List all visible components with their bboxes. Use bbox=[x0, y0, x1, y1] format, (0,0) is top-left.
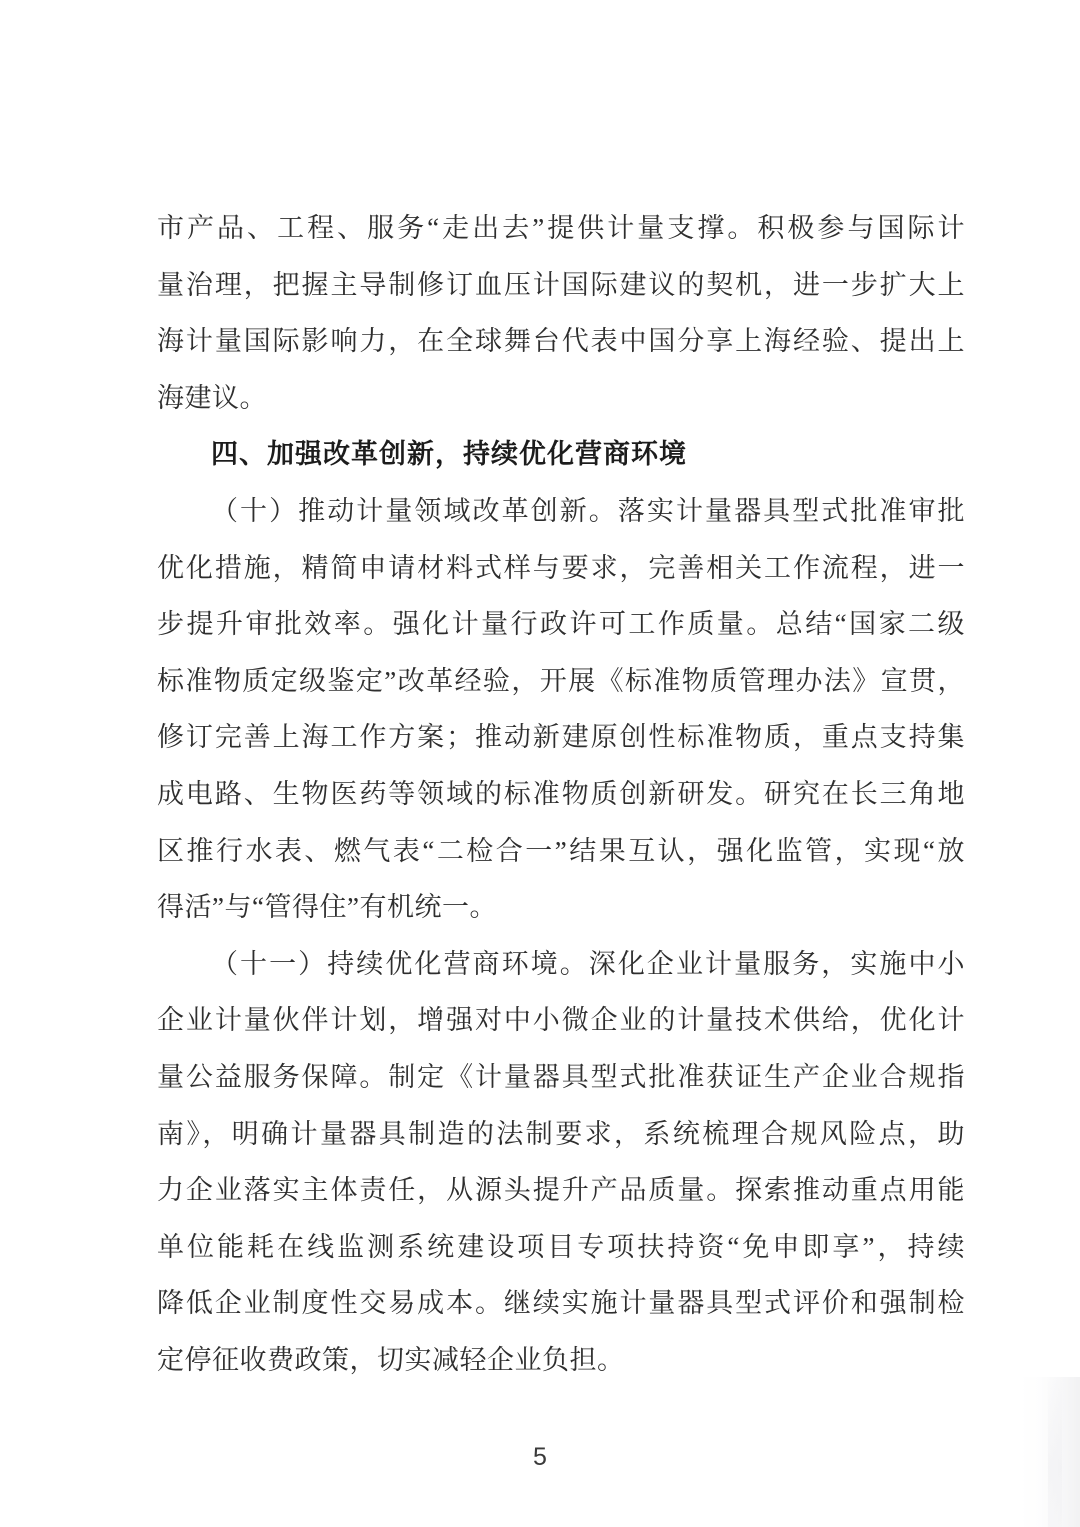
page-number: 5 bbox=[533, 1443, 547, 1471]
text-line: 企业计量伙伴计划，增强对中小微企业的计量技术供给，优化计 bbox=[157, 1005, 965, 1036]
text-line: 步提升审批效率。强化计量行政许可工作质量。总结“国家二级 bbox=[157, 609, 965, 640]
section-heading: 四、加强改革创新，持续优化营商环境 bbox=[211, 439, 687, 470]
text-line: 优化措施，精简申请材料式样与要求，完善相关工作流程，进一 bbox=[157, 552, 965, 583]
text-line: 标准物质定级鉴定”改革经验，开展《标准物质管理办法》宣贯， bbox=[157, 665, 965, 696]
text-line: 修订完善上海工作方案；推动新建原创性标准物质，重点支持集 bbox=[157, 722, 965, 753]
text-line: （十）推动计量领域改革创新。落实计量器具型式批准审批 bbox=[211, 495, 965, 526]
text-line: 量治理，把握主导制修订血压计国际建议的契机，进一步扩大上 bbox=[157, 269, 965, 300]
document-body bbox=[157, 200, 965, 1388]
text-line: 力企业落实主体责任，从源头提升产品质量。探索推动重点用能 bbox=[157, 1175, 965, 1206]
text-line: （十一）持续优化营商环境。深化企业计量服务，实施中小 bbox=[211, 948, 965, 979]
text-line: 海计量国际影响力，在全球舞台代表中国分享上海经验、提出上 bbox=[157, 326, 965, 357]
text-line: 成电路、生物医药等领域的标准物质创新研发。研究在长三角地 bbox=[157, 778, 965, 809]
text-line: 得活”与“管得住”有机统一。 bbox=[157, 892, 497, 923]
text-line: 降低企业制度性交易成本。继续实施计量器具型式评价和强制检 bbox=[157, 1288, 965, 1319]
text-line: 单位能耗在线监测系统建设项目专项扶持资“免申即享”，持续 bbox=[157, 1231, 965, 1262]
text-line: 区推行水表、燃气表“二检合一”结果互认，强化监管，实现“放 bbox=[157, 835, 965, 866]
text-line: 定停征收费政策，切实减轻企业负担。 bbox=[157, 1344, 625, 1375]
text-line: 市产品、工程、服务“走出去”提供计量支撑。积极参与国际计 bbox=[157, 213, 965, 243]
text-line: 海建议。 bbox=[157, 382, 267, 413]
text-line: 量公益服务保障。制定《计量器具型式批准获证生产企业合规指 bbox=[157, 1061, 965, 1092]
text-line: 南》，明确计量器具制造的法制要求，系统梳理合规风险点，助 bbox=[157, 1118, 965, 1149]
